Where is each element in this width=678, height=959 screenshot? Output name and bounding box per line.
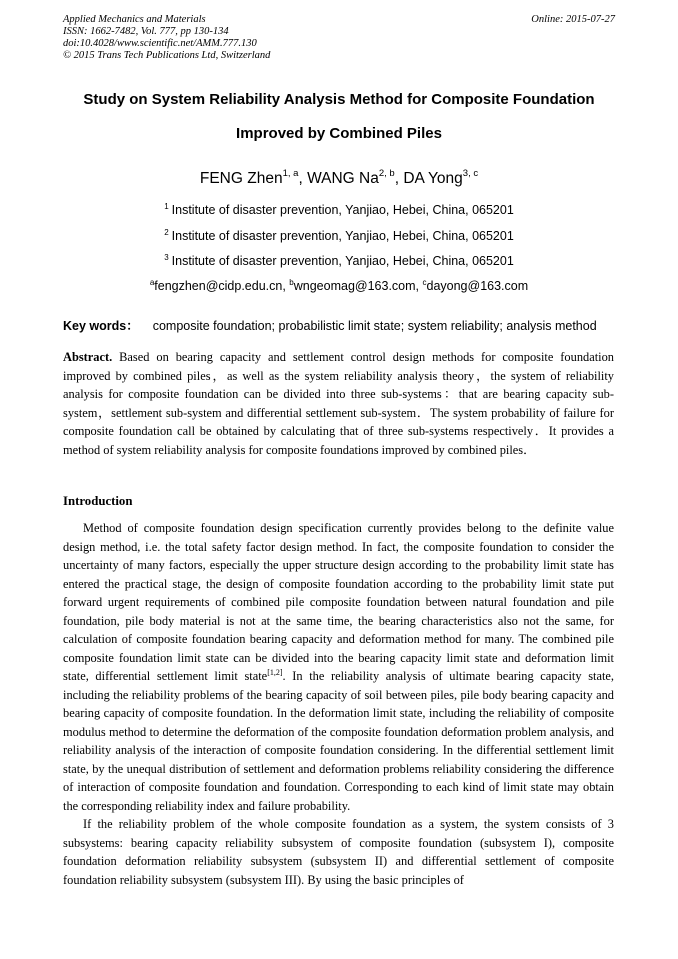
email-marker: c (422, 278, 427, 287)
abstract-text: Based on bearing capacity and settlement control design methods for composite foundation improved by combined piles，as well as the system reliability analysis theory，the system of reliability analysis for composite foundation can be divided into three sub-systems：that are bearing capacity sub-system，settlement sub-system and differential settlement sub-system．The system probability of failure for composite foundation call be obtained by calculating that of three sub-systems respectively．It provides a method of system reliability analysis for composite foundations improved by combined piles． (63, 350, 614, 457)
journal-doi: doi:10.4028/www.scientific.net/AMM.777.130 (63, 38, 257, 49)
journal-name: Applied Mechanics and Materials (63, 14, 206, 25)
affiliation-marker: 1 (164, 202, 169, 211)
author-marker: 3, c (462, 168, 479, 179)
affiliation-text: Institute of disaster prevention, Yanjiao, Hebei, China, 065201 (171, 229, 514, 243)
author-marker: 2, b (378, 168, 395, 179)
journal-header (63, 14, 270, 62)
paragraph-text: Method of composite foundation design specification currently provides belong to the definite value design method, i.e. the total safety factor design method. In fact, the composite foundation to consider the uncertainty of many factors, especially the upper structure design according to the probability limit state has entered the practical stage, the design of composite foundation according to the probability limit state put forward urgent requirements of combined pile composite foundation between natural foundation and pile foundation, pile body material is not at the same time, the bearing characteristics also not the same, for calculation of composite foundation bearing capacity and deformation method for many. The combined pile composite foundation limit state can be divided into the bearing capacity limit state and deformation limit state, differential settlement limit state (63, 521, 614, 683)
affiliation (40, 202, 638, 217)
author-name: WANG Na (307, 170, 379, 187)
abstract (63, 348, 614, 459)
paragraph-text: . In the reliability analysis of ultimate bearing capacity state, including the reliability problems of the bearing capacity of soil between piles, pile body bearing capacity and bearing capacity of composite foundation. In the deformation limit state, including the reliability of composite modulus method to determine the deformation of the composite foundation deformation problem analysis, and reliability analysis of the interaction of composite foundation considering. In the differential settlement limit state, by the unequal distribution of settlement and deformation problems reliability considering the difference of interaction of composite foundation and foundation. Corresponding to each kind of limit state may obtain the corresponding reliability index and failure probability. (63, 669, 614, 813)
email-address[interactable]: fengzhen@cidp.edu.cn, (154, 279, 286, 293)
keywords-text: composite foundation; probabilistic limit state; system reliability; analysis method (152, 319, 597, 333)
author-marker: 1, a (282, 168, 299, 179)
journal-copyright: © 2015 Trans Tech Publications Ltd, Switzerland (63, 50, 271, 61)
affiliation-marker: 2 (164, 228, 169, 237)
journal-issn: ISSN: 1662-7482, Vol. 777, pp 130-134 (63, 26, 229, 37)
affiliation (40, 253, 638, 268)
author-list (40, 168, 638, 188)
citation-ref[interactable]: [1,2] (267, 668, 283, 677)
paragraph: If the reliability problem of the whole composite foundation as a system, the system consists of 3 subsystems: bearing capacity reliability subsystem of composite foundation (subsystem I), composite foundation deformation reliability subsystem (subsystem II) and differential settlement of composite foundation reliability subsystem (subsystem III). By using the basic principles of (63, 817, 614, 887)
abstract-label: Abstract. (63, 350, 113, 364)
paper-title-line-1: Study on System Reliability Analysis Method for Composite Foundation (83, 91, 595, 108)
email-marker: b (289, 278, 294, 287)
email-address[interactable]: wngeomag@163.com, (293, 279, 420, 293)
affiliation-text: Institute of disaster prevention, Yanjiao, Hebei, China, 065201 (171, 203, 514, 217)
author-separator: , (394, 170, 404, 187)
section-heading: Introduction (63, 494, 133, 508)
online-date: Online: 2015-07-27 (531, 14, 615, 25)
affiliation (40, 228, 638, 243)
paragraph (63, 519, 614, 815)
keywords-label: Key words： (63, 319, 139, 333)
paper-title-line-2: Improved by Combined Piles (236, 125, 442, 142)
introduction-body (63, 519, 614, 889)
author-name: FENG Zhen (199, 170, 283, 187)
author-separator: , (298, 170, 308, 187)
author-name: DA Yong (403, 170, 463, 187)
email-marker: a (149, 278, 155, 287)
email-list (40, 278, 638, 293)
email-address[interactable]: dayong@163.com (426, 279, 529, 293)
keywords (63, 316, 597, 334)
affiliation-text: Institute of disaster prevention, Yanjiao, Hebei, China, 065201 (171, 254, 514, 268)
affiliation-marker: 3 (164, 253, 169, 262)
